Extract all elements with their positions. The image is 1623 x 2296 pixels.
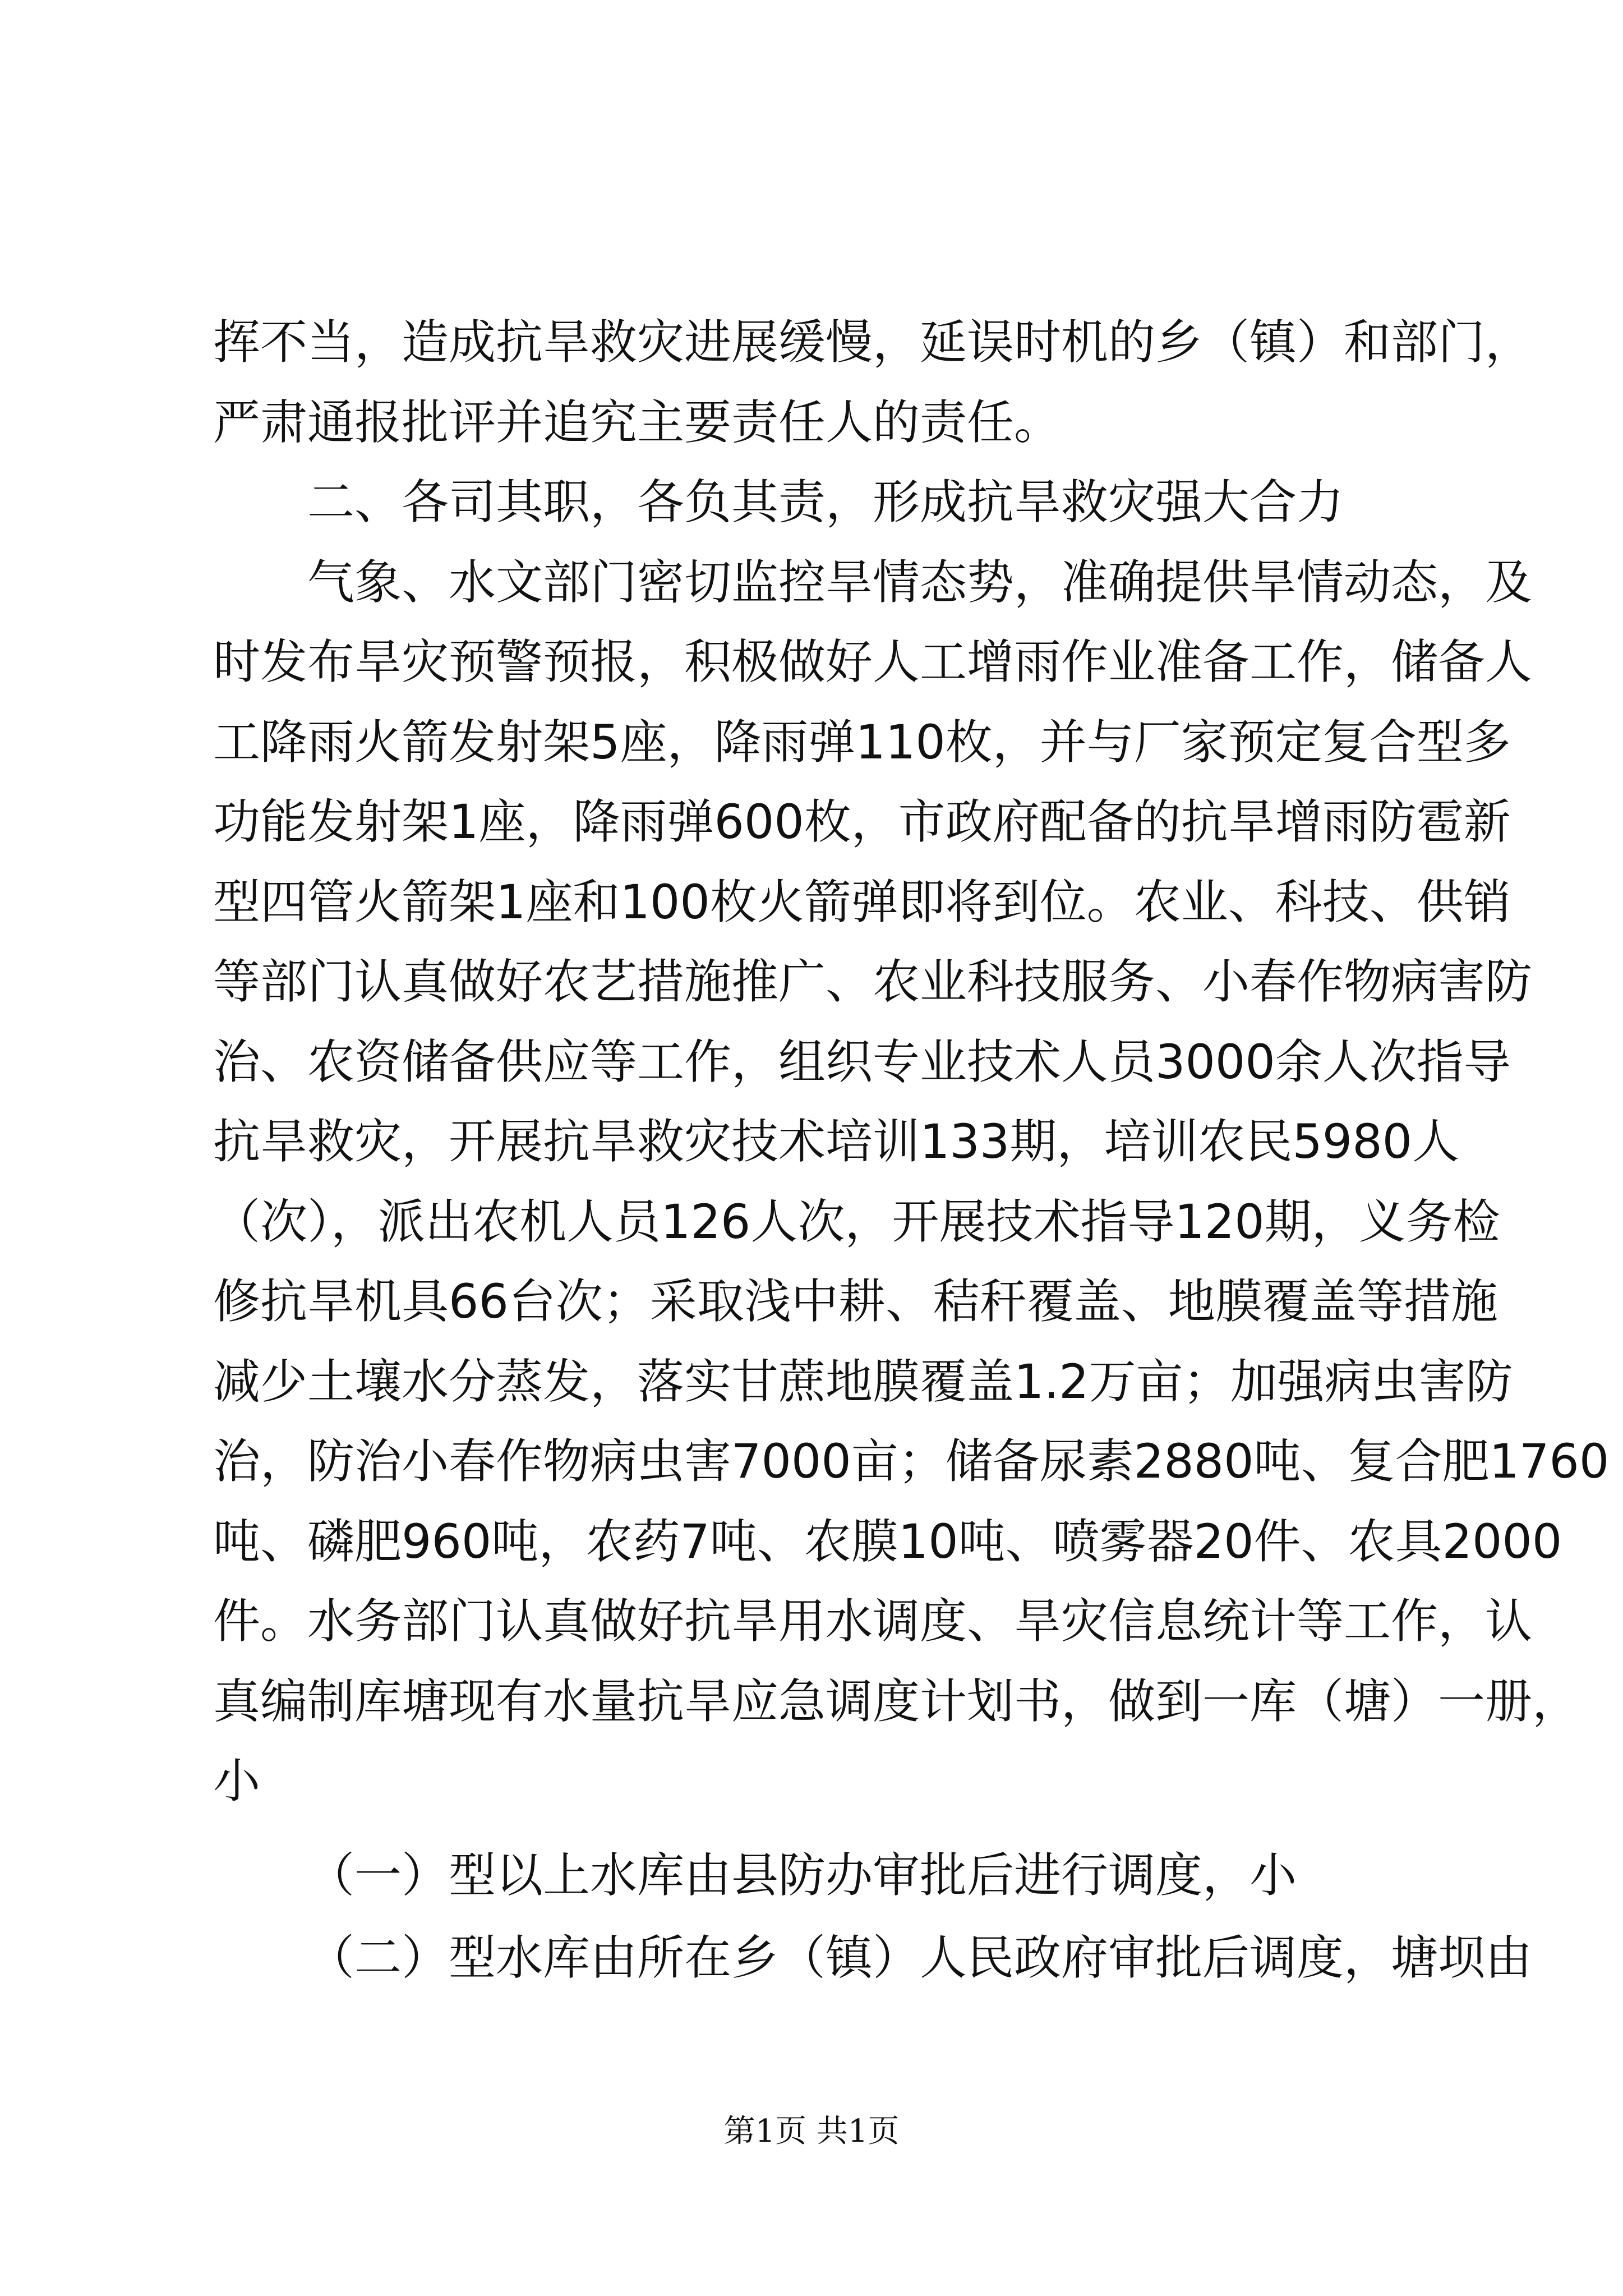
body-line: 挥不当，造成抗旱救灾进展缓慢，延误时机的乡（镇）和部门， bbox=[213, 315, 1533, 370]
body-line: 减少土壤水分蒸发，落实甘蔗地膜覆盖1.2万亩；加强病虫害防 bbox=[213, 1354, 1513, 1409]
body-line: 气象、水文部门密切监控旱情态势，准确提供旱情动态，及 bbox=[307, 555, 1533, 610]
body-line: 功能发射架1座，降雨弹600枚，市政府配备的抗旱增雨防雹新 bbox=[213, 794, 1511, 849]
body-line: 真编制库塘现有水量抗旱应急调度计划书，做到一库（塘）一册， bbox=[213, 1674, 1580, 1729]
body-line: 件。水务部门认真做好抗旱用水调度、旱灾信息统计等工作，认 bbox=[213, 1594, 1533, 1649]
body-line: （次），派出农机人员126人次，开展技术指导120期，义务检 bbox=[213, 1194, 1500, 1249]
body-line: 工降雨火箭发射架5座，降雨弹110枚，并与厂家预定复合型多 bbox=[213, 715, 1511, 770]
body-line: 等部门认真做好农艺措施推广、农业科技服务、小春作物病害防 bbox=[213, 954, 1533, 1009]
body-line: 修抗旱机具66台次；采取浅中耕、秸秆覆盖、地膜覆盖等措施 bbox=[213, 1274, 1498, 1329]
body-line: 治，防治小春作物病虫害7000亩；储备尿素2880吨、复合肥1760 bbox=[213, 1434, 1610, 1489]
body-line: 小 bbox=[213, 1754, 261, 1809]
body-line: 抗旱救灾，开展抗旱救灾技术培训133期，培训农民5980人 bbox=[213, 1114, 1460, 1169]
body-line: 型四管火箭架1座和100枚火箭弹即将到位。农业、科技、供销 bbox=[213, 875, 1511, 930]
body-line: 吨、磷肥960吨，农药7吨、农膜10吨、喷雾器20件、农具2000 bbox=[213, 1514, 1562, 1569]
body-line: 治、农资储备供应等工作，组织专业技术人员3000余人次指导 bbox=[213, 1034, 1511, 1089]
page-footer: 第1页 共1页 bbox=[723, 2113, 900, 2150]
body-line: （二）型水库由所在乡（镇）人民政府审批后调度，塘坝由 bbox=[307, 1930, 1533, 1985]
body-line: 时发布旱灾预警预报，积极做好人工增雨作业准备工作，储备人 bbox=[213, 634, 1533, 689]
body-line: 严肃通报批评并追究主要责任人的责任。 bbox=[213, 395, 1062, 450]
body-line: （一）型以上水库由县防办审批后进行调度，小 bbox=[307, 1848, 1297, 1903]
section-heading: 二、各司其职，各负其责，形成抗旱救灾强大合力 bbox=[307, 475, 1344, 530]
